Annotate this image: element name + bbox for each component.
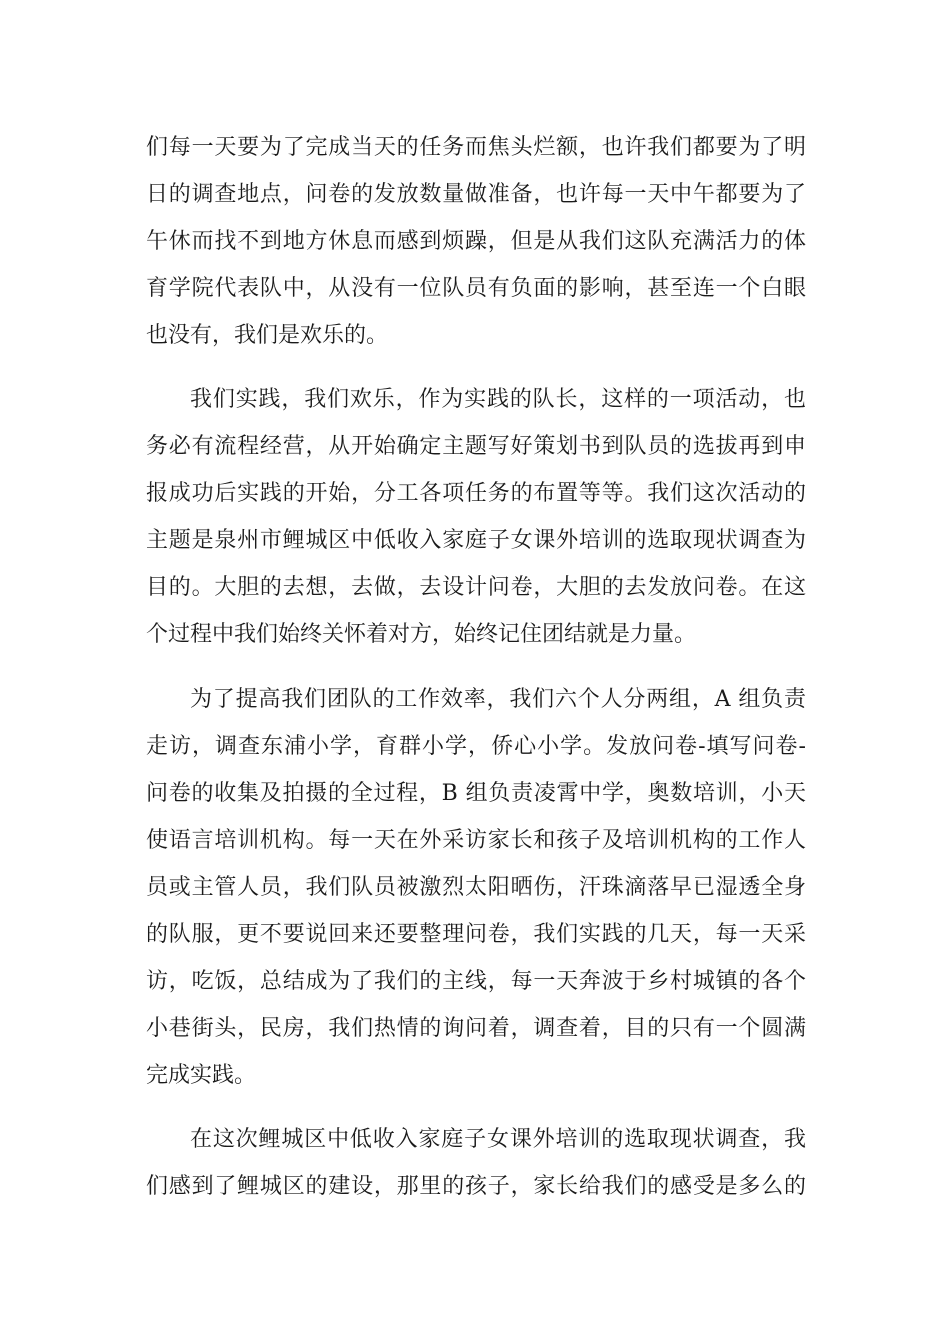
paragraph-3-line-7: 访，吃饭，总结成为了我们的主线，每一天奔波于乡村城镇的各个 xyxy=(146,969,806,994)
paragraph-4-line-1: 在这次鲤城区中低收入家庭子女课外培训的选取现状调查，我 xyxy=(190,1127,806,1152)
paragraph-3-line-6: 的队服，更不要说回来还要整理问卷，我们实践的几天，每一天采 xyxy=(146,922,806,947)
paragraph-1-line-3: 午休而找不到地方休息而感到烦躁，但是从我们这队充满活力的体 xyxy=(146,229,806,254)
paragraph-2-line-1: 我们实践，我们欢乐，作为实践的队长，这样的一项活动，也 xyxy=(190,387,806,412)
paragraph-3-line-5: 员或主管人员，我们队员被激烈太阳晒伤，汗珠滴落早已湿透全身 xyxy=(146,875,806,900)
paragraph-2-line-6: 个过程中我们始终关怀着对方，始终记住团结就是力量。 xyxy=(146,622,697,647)
paragraph-1-line-1: 们每一天要为了完成当天的任务而焦头烂额，也许我们都要为了明 xyxy=(146,135,806,160)
paragraph-3-line-2: 走访，调查东浦小学，育群小学，侨心小学。发放问卷-填写问卷- xyxy=(146,734,806,759)
paragraph-1-line-5: 也没有，我们是欢乐的。 xyxy=(146,323,389,348)
paragraph-2-line-5: 目的。大胆的去想，去做，去设计问卷，大胆的去发放问卷。在这 xyxy=(146,575,806,600)
paragraph-3-line-3: 问卷的收集及拍摄的全过程，B 组负责凌霄中学，奥数培训，小天 xyxy=(146,781,806,806)
paragraph-3-line-1: 为了提高我们团队的工作效率，我们六个人分两组，A 组负责 xyxy=(190,687,806,712)
paragraph-3-line-4: 使语言培训机构。每一天在外采访家长和孩子及培训机构的工作人 xyxy=(146,828,806,853)
paragraph-2-line-3: 报成功后实践的开始，分工各项任务的布置等等。我们这次活动的 xyxy=(146,481,806,506)
paragraph-4-line-2: 们感到了鲤城区的建设，那里的孩子，家长给我们的感受是多么的 xyxy=(146,1174,806,1199)
paragraph-1-line-4: 育学院代表队中，从没有一位队员有负面的影响，甚至连一个白眼 xyxy=(146,276,806,301)
paragraph-1-line-2: 日的调查地点，问卷的发放数量做准备，也许每一天中午都要为了 xyxy=(146,182,806,207)
paragraph-3-line-9: 完成实践。 xyxy=(146,1063,257,1088)
paragraph-2-line-2: 务必有流程经营，从开始确定主题写好策划书到队员的选拔再到申 xyxy=(146,434,806,459)
paragraph-2-line-4: 主题是泉州市鲤城区中低收入家庭子女课外培训的选取现状调查为 xyxy=(146,528,806,553)
paragraph-3-line-8: 小巷街头，民房，我们热情的询问着，调查着，目的只有一个圆满 xyxy=(146,1016,806,1041)
